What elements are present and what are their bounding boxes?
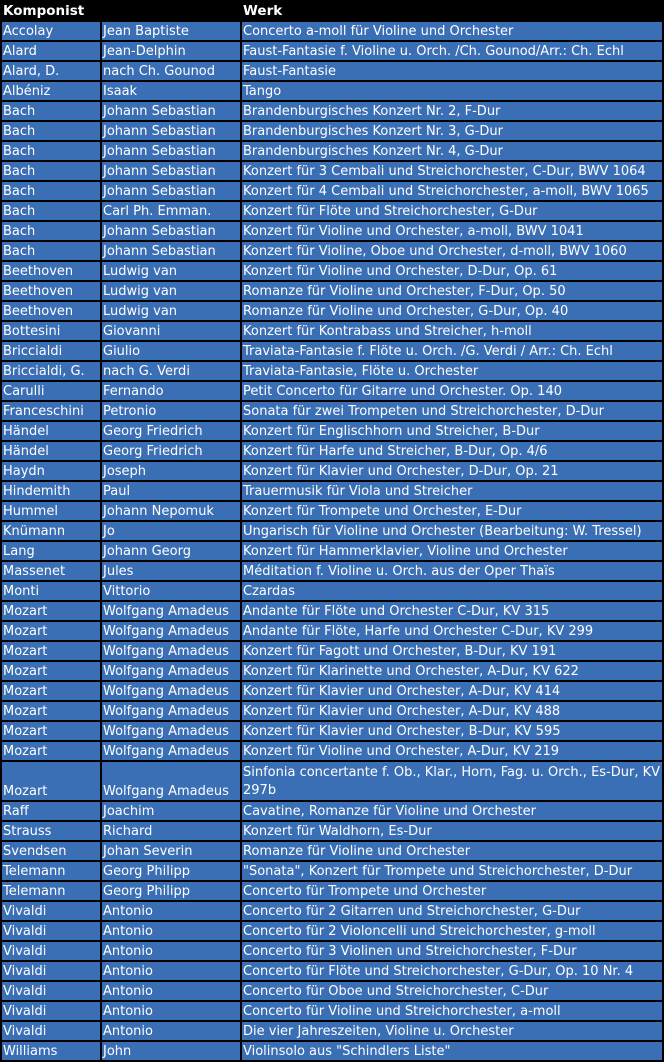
- cell-werk: Konzert für Violine und Orchester, D-Dur, Op. 61: [242, 262, 662, 280]
- cell-vorname: Antonio: [102, 902, 240, 920]
- table-body: [2, 22, 662, 1060]
- cell-vorname: Carl Ph. Emman.: [102, 202, 240, 220]
- table-row: [2, 942, 662, 960]
- cell-vorname: Paul: [102, 482, 240, 500]
- cell-werk: "Sonata", Konzert für Trompete und Streichorchester, D-Dur: [242, 862, 662, 880]
- cell-werk: Concerto für Trompete und Orchester: [242, 882, 662, 900]
- cell-vorname: Georg Friedrich: [102, 422, 240, 440]
- table-row: [2, 742, 662, 760]
- cell-vorname: Antonio: [102, 922, 240, 940]
- cell-werk: Brandenburgisches Konzert Nr. 4, G-Dur: [242, 142, 662, 160]
- cell-werk: Konzert für Kontrabass und Streicher, h-moll: [242, 322, 662, 340]
- cell-vorname: nach G. Verdi: [102, 362, 240, 380]
- cell-vorname: Fernando: [102, 382, 240, 400]
- cell-werk: Ungarisch für Violine und Orchester (Bearbeitung: W. Tressel): [242, 522, 662, 540]
- cell-vorname: Antonio: [102, 962, 240, 980]
- cell-werk: Konzert für Trompete und Orchester, E-Dur: [242, 502, 662, 520]
- cell-werk: Die vier Jahreszeiten, Violine u. Orchester: [242, 1022, 662, 1040]
- cell-komponist: Mozart: [2, 662, 100, 680]
- cell-komponist: Albéniz: [2, 82, 100, 100]
- table-row: [2, 662, 662, 680]
- cell-vorname: Joseph: [102, 462, 240, 480]
- cell-vorname: Wolfgang Amadeus: [102, 742, 240, 760]
- cell-werk: Konzert für Klavier und Orchester, A-Dur, KV 488: [242, 702, 662, 720]
- cell-werk: Konzert für 3 Cembali und Streichorchester, C-Dur, BWV 1064: [242, 162, 662, 180]
- cell-komponist: Bach: [2, 122, 100, 140]
- cell-komponist: Carulli: [2, 382, 100, 400]
- cell-vorname: Johan Severin: [102, 842, 240, 860]
- table-row: [2, 882, 662, 900]
- cell-vorname: Wolfgang Amadeus: [102, 722, 240, 740]
- cell-werk: Sonata für zwei Trompeten und Streichorchester, D-Dur: [242, 402, 662, 420]
- cell-komponist: Mozart: [2, 702, 100, 720]
- cell-komponist: Mozart: [2, 622, 100, 640]
- cell-komponist: Mozart: [2, 642, 100, 660]
- cell-vorname: Jean-Delphin: [102, 42, 240, 60]
- cell-komponist: Vivaldi: [2, 962, 100, 980]
- cell-komponist: Vivaldi: [2, 902, 100, 920]
- cell-werk: Concerto für Oboe und Streichorchester, C-Dur: [242, 982, 662, 1000]
- cell-werk: Konzert für Waldhorn, Es-Dur: [242, 822, 662, 840]
- table-row: [2, 262, 662, 280]
- table-row: [2, 862, 662, 880]
- cell-werk: Andante für Flöte und Orchester C-Dur, KV 315: [242, 602, 662, 620]
- table-row: [2, 202, 662, 220]
- cell-komponist: Hindemith: [2, 482, 100, 500]
- cell-komponist: Monti: [2, 582, 100, 600]
- cell-vorname: Johann Sebastian: [102, 102, 240, 120]
- cell-vorname: Wolfgang Amadeus: [102, 662, 240, 680]
- cell-werk: Konzert für Harfe und Streicher, B-Dur, Op. 4/6: [242, 442, 662, 460]
- cell-komponist: Briccialdi: [2, 342, 100, 360]
- table-row: [2, 482, 662, 500]
- table-row: [2, 622, 662, 640]
- cell-vorname: Johann Sebastian: [102, 122, 240, 140]
- cell-vorname: Ludwig van: [102, 302, 240, 320]
- table-row: [2, 42, 662, 60]
- cell-vorname: nach Ch. Gounod: [102, 62, 240, 80]
- cell-werk: Concerto für 3 Violinen und Streichorchester, F-Dur: [242, 942, 662, 960]
- table-row: [2, 402, 662, 420]
- cell-werk: Sinfonia concertante f. Ob., Klar., Horn, Fag. u. Orch., Es-Dur, KV 297b: [242, 762, 662, 800]
- table-row: [2, 822, 662, 840]
- cell-werk: Concerto für 2 Violoncelli und Streichorchester, g-moll: [242, 922, 662, 940]
- cell-werk: Konzert für Klavier und Orchester, B-Dur, KV 595: [242, 722, 662, 740]
- cell-werk: Konzert für Klavier und Orchester, A-Dur, KV 414: [242, 682, 662, 700]
- cell-vorname: Johann Sebastian: [102, 222, 240, 240]
- cell-werk: Trauermusik für Viola und Streicher: [242, 482, 662, 500]
- cell-vorname: Ludwig van: [102, 282, 240, 300]
- cell-werk: Traviata-Fantasie f. Flöte u. Orch. /G. Verdi / Arr.: Ch. Echl: [242, 342, 662, 360]
- cell-vorname: Wolfgang Amadeus: [102, 602, 240, 620]
- cell-vorname: Georg Philipp: [102, 882, 240, 900]
- table-row: [2, 802, 662, 820]
- cell-komponist: Händel: [2, 422, 100, 440]
- table-row: [2, 242, 662, 260]
- cell-werk: Andante für Flöte, Harfe und Orchester C-Dur, KV 299: [242, 622, 662, 640]
- cell-komponist: Massenet: [2, 562, 100, 580]
- table-row: [2, 442, 662, 460]
- cell-vorname: Johann Sebastian: [102, 182, 240, 200]
- cell-komponist: Telemann: [2, 882, 100, 900]
- cell-vorname: Johann Georg: [102, 542, 240, 560]
- cell-werk: Konzert für Violine und Orchester, a-moll, BWV 1041: [242, 222, 662, 240]
- cell-vorname: Johann Sebastian: [102, 142, 240, 160]
- cell-werk: Traviata-Fantasie, Flöte u. Orchester: [242, 362, 662, 380]
- cell-werk: Konzert für Englischhorn und Streicher, B-Dur: [242, 422, 662, 440]
- table-row: [2, 302, 662, 320]
- cell-werk: Brandenburgisches Konzert Nr. 2, F-Dur: [242, 102, 662, 120]
- cell-komponist: Vivaldi: [2, 1002, 100, 1020]
- table-row: [2, 502, 662, 520]
- cell-komponist: Vivaldi: [2, 922, 100, 940]
- cell-vorname: Giovanni: [102, 322, 240, 340]
- table-row: [2, 902, 662, 920]
- cell-vorname: Wolfgang Amadeus: [102, 622, 240, 640]
- cell-komponist: Bach: [2, 142, 100, 160]
- cell-komponist: Svendsen: [2, 842, 100, 860]
- cell-vorname: Jo: [102, 522, 240, 540]
- cell-vorname: Antonio: [102, 1002, 240, 1020]
- cell-werk: Faust-Fantasie f. Violine u. Orch. /Ch. Gounod/Arr.: Ch. Echl: [242, 42, 662, 60]
- table-row: [2, 182, 662, 200]
- cell-vorname: Richard: [102, 822, 240, 840]
- cell-komponist: Bach: [2, 162, 100, 180]
- table-row: [2, 642, 662, 660]
- table-row: [2, 382, 662, 400]
- table-row: [2, 342, 662, 360]
- cell-komponist: Strauss: [2, 822, 100, 840]
- cell-werk: Faust-Fantasie: [242, 62, 662, 80]
- table-row: [2, 122, 662, 140]
- cell-vorname: Jules: [102, 562, 240, 580]
- cell-komponist: Bach: [2, 242, 100, 260]
- table-row: [2, 222, 662, 240]
- cell-vorname: Antonio: [102, 982, 240, 1000]
- cell-komponist: Haydn: [2, 462, 100, 480]
- table-row: [2, 362, 662, 380]
- cell-vorname: Petronio: [102, 402, 240, 420]
- cell-vorname: Wolfgang Amadeus: [102, 642, 240, 660]
- cell-komponist: Beethoven: [2, 302, 100, 320]
- cell-vorname: Johann Sebastian: [102, 162, 240, 180]
- cell-komponist: Mozart: [2, 602, 100, 620]
- cell-komponist: Williams: [2, 1042, 100, 1060]
- table-row: [2, 62, 662, 80]
- cell-vorname: Antonio: [102, 1022, 240, 1040]
- cell-vorname: Wolfgang Amadeus: [102, 762, 240, 800]
- table-row: [2, 762, 662, 800]
- cell-werk: Tango: [242, 82, 662, 100]
- cell-werk: Concerto für 2 Gitarren und Streichorchester, G-Dur: [242, 902, 662, 920]
- cell-komponist: Alard, D.: [2, 62, 100, 80]
- cell-vorname: Johann Nepomuk: [102, 502, 240, 520]
- cell-werk: Konzert für Klavier und Orchester, D-Dur, Op. 21: [242, 462, 662, 480]
- table-row: [2, 682, 662, 700]
- cell-werk: Konzert für Violine und Orchester, A-Dur, KV 219: [242, 742, 662, 760]
- cell-komponist: Bach: [2, 102, 100, 120]
- cell-komponist: Accolay: [2, 22, 100, 40]
- cell-werk: Romanze für Violine und Orchester, F-Dur, Op. 50: [242, 282, 662, 300]
- cell-werk: Konzert für Hammerklavier, Violine und Orchester: [242, 542, 662, 560]
- cell-komponist: Bach: [2, 202, 100, 220]
- table-row: [2, 462, 662, 480]
- cell-komponist: Telemann: [2, 862, 100, 880]
- table-row: [2, 602, 662, 620]
- cell-komponist: Mozart: [2, 762, 100, 800]
- table-row: [2, 282, 662, 300]
- cell-komponist: Raff: [2, 802, 100, 820]
- cell-vorname: Johann Sebastian: [102, 242, 240, 260]
- table-row: [2, 142, 662, 160]
- cell-vorname: Joachim: [102, 802, 240, 820]
- cell-komponist: Franceschini: [2, 402, 100, 420]
- cell-vorname: Georg Philipp: [102, 862, 240, 880]
- cell-vorname: Wolfgang Amadeus: [102, 682, 240, 700]
- table-row: [2, 922, 662, 940]
- cell-werk: Cavatine, Romanze für Violine und Orchester: [242, 802, 662, 820]
- cell-komponist: Mozart: [2, 722, 100, 740]
- cell-komponist: Bottesini: [2, 322, 100, 340]
- cell-werk: Brandenburgisches Konzert Nr. 3, G-Dur: [242, 122, 662, 140]
- cell-werk: Petit Concerto für Gitarre und Orchester. Op. 140: [242, 382, 662, 400]
- cell-komponist: Hummel: [2, 502, 100, 520]
- cell-komponist: Vivaldi: [2, 942, 100, 960]
- cell-vorname: Isaak: [102, 82, 240, 100]
- table-row: [2, 322, 662, 340]
- table-row: [2, 1042, 662, 1060]
- header-werk: Werk: [242, 2, 662, 20]
- cell-werk: Konzert für Fagott und Orchester, B-Dur, KV 191: [242, 642, 662, 660]
- cell-komponist: Vivaldi: [2, 1022, 100, 1040]
- table-row: [2, 162, 662, 180]
- table-row: [2, 542, 662, 560]
- cell-komponist: Lang: [2, 542, 100, 560]
- table-row: [2, 582, 662, 600]
- table-row: [2, 422, 662, 440]
- cell-werk: Romanze für Violine und Orchester, G-Dur, Op. 40: [242, 302, 662, 320]
- cell-vorname: John: [102, 1042, 240, 1060]
- cell-vorname: Georg Friedrich: [102, 442, 240, 460]
- cell-werk: Konzert für 4 Cembali und Streichorchester, a-moll, BWV 1065: [242, 182, 662, 200]
- table-header-row: [2, 2, 662, 20]
- table-row: [2, 522, 662, 540]
- header-komponist: Komponist: [2, 2, 100, 20]
- table-row: [2, 982, 662, 1000]
- table-row: [2, 1022, 662, 1040]
- table-row: [2, 562, 662, 580]
- cell-komponist: Mozart: [2, 682, 100, 700]
- cell-komponist: Beethoven: [2, 262, 100, 280]
- cell-werk: Konzert für Klarinette und Orchester, A-Dur, KV 622: [242, 662, 662, 680]
- cell-komponist: Beethoven: [2, 282, 100, 300]
- table-row: [2, 22, 662, 40]
- cell-werk: Romanze für Violine und Orchester: [242, 842, 662, 860]
- cell-werk: Violinsolo aus "Schindlers Liste": [242, 1042, 662, 1060]
- cell-werk: Concerto a-moll für Violine und Orchester: [242, 22, 662, 40]
- cell-werk: Concerto für Violine und Streichorchester, a-moll: [242, 1002, 662, 1020]
- cell-vorname: Vittorio: [102, 582, 240, 600]
- header-vorname: [102, 2, 240, 20]
- cell-komponist: Mozart: [2, 742, 100, 760]
- cell-werk: Concerto für Flöte und Streichorchester, G-Dur, Op. 10 Nr. 4: [242, 962, 662, 980]
- table-row: [2, 82, 662, 100]
- cell-komponist: Händel: [2, 442, 100, 460]
- table-row: [2, 842, 662, 860]
- cell-werk: Méditation f. Violine u. Orch. aus der Oper Thaïs: [242, 562, 662, 580]
- table-row: [2, 962, 662, 980]
- cell-vorname: Giulio: [102, 342, 240, 360]
- table-row: [2, 1002, 662, 1020]
- cell-vorname: Ludwig van: [102, 262, 240, 280]
- cell-komponist: Vivaldi: [2, 982, 100, 1000]
- cell-komponist: Briccialdi, G.: [2, 362, 100, 380]
- cell-vorname: Antonio: [102, 942, 240, 960]
- cell-werk: Konzert für Flöte und Streichorchester, G-Dur: [242, 202, 662, 220]
- cell-komponist: Bach: [2, 222, 100, 240]
- cell-komponist: Alard: [2, 42, 100, 60]
- cell-werk: Czardas: [242, 582, 662, 600]
- cell-vorname: Jean Baptiste: [102, 22, 240, 40]
- table-row: [2, 722, 662, 740]
- table-row: [2, 702, 662, 720]
- cell-vorname: Wolfgang Amadeus: [102, 702, 240, 720]
- cell-komponist: Bach: [2, 182, 100, 200]
- cell-werk: Konzert für Violine, Oboe und Orchester, d-moll, BWV 1060: [242, 242, 662, 260]
- table-row: [2, 102, 662, 120]
- cell-komponist: Knümann: [2, 522, 100, 540]
